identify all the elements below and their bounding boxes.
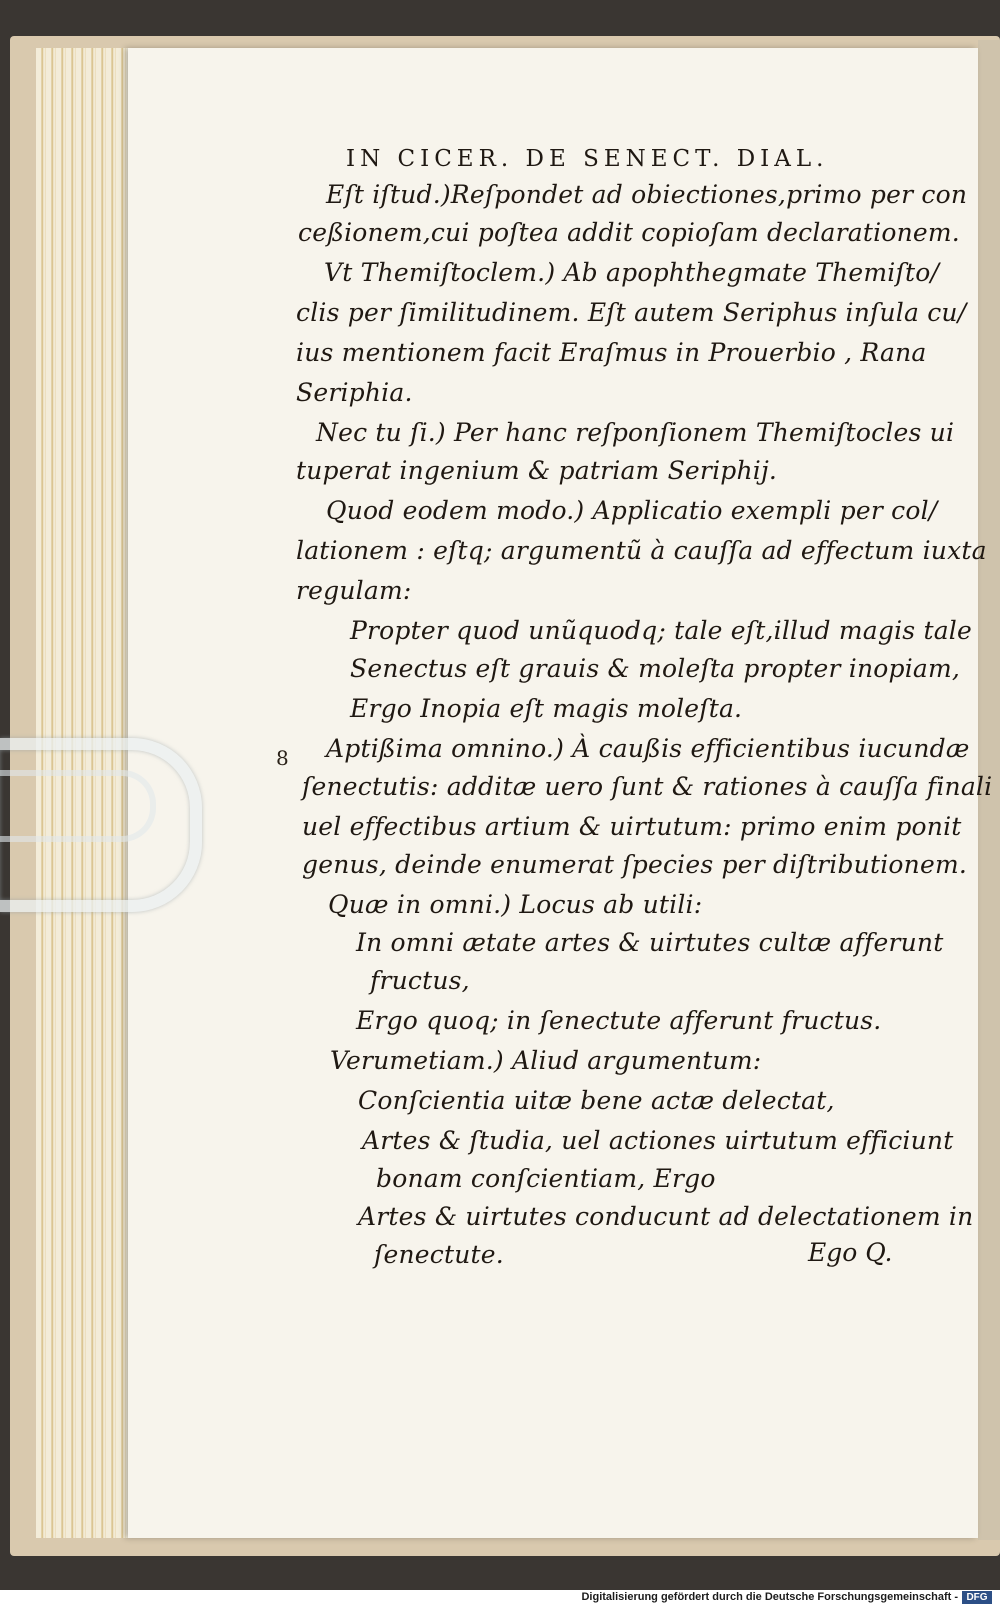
text-line: bonam conſcientiam, Ergo [376, 1164, 716, 1193]
catchword: Ego Q. [808, 1238, 893, 1267]
text-line: uel effectibus artium & uirtutum: primo enim ponit [302, 812, 962, 841]
text-line: Nec tu ſi.) Per hanc reſponſionem Themiſtocles ui [316, 418, 955, 447]
text-line: genus, deinde enumerat ſpecies per diſtributionem. [302, 850, 968, 879]
running-head: IN CICER. DE SENECT. DIAL. [346, 146, 829, 172]
text-line: Aptißima omnino.) À caußis efficientibus iucundæ [326, 734, 970, 763]
text-line: ſenectute. [374, 1240, 504, 1269]
text-line: ius mentionem facit Eraſmus in Prouerbio , Rana [296, 338, 927, 367]
text-line: Seriphia. [296, 378, 413, 407]
text-line: regulam: [296, 576, 412, 605]
text-line: In omni ætate artes & uirtutes cultæ afferunt [356, 928, 944, 957]
text-line: tuperat ingenium & patriam Seriphij. [296, 456, 778, 485]
text-line: fructus, [370, 966, 470, 995]
text-line: Vt Themiſtoclem.) Ab apophthegmate Themiſto/ [324, 258, 940, 287]
text-line: Quod eodem modo.) Applicatio exempli per col/ [326, 496, 938, 525]
text-line: ſenectutis: additæ uero ſunt & rationes à cauſſa finali [302, 772, 993, 801]
text-line: Senectus eſt grauis & moleſta propter inopiam, [350, 654, 961, 683]
text-line: clis per ſimilitudinem. Eſt autem Seriphus inſula cu/ [296, 298, 967, 327]
text-line: lationem : eſtq; argumentũ à cauſſa ad effectum iuxta [296, 536, 987, 565]
text-line: Ergo quoq; in ſenectute afferunt fructus. [356, 1006, 882, 1035]
text-line: ceßionem,cui poſtea addit copioſam declarationem. [298, 218, 960, 247]
text-line: Artes & uirtutes conducunt ad delectationem in [358, 1202, 974, 1231]
text-line: Artes & ſtudia, uel actiones uirtutum efficiunt [362, 1126, 954, 1155]
page-clip-inner [0, 770, 156, 842]
text-line: Verumetiam.) Aliud argumentum: [330, 1046, 762, 1075]
margin-number: 8 [276, 746, 289, 770]
text-line: Quæ in omni.) Locus ab utili: [328, 890, 703, 919]
dfg-logo-icon: DFG [962, 1591, 992, 1604]
text-line: Eſt iſtud.)Reſpondet ad obiectiones,primo per con [326, 180, 968, 209]
text-line: Conſcientia uitæ bene actæ delectat, [358, 1086, 835, 1115]
text-line: Propter quod unũquodq; tale eſt,illud magis tale [350, 616, 973, 645]
text-line: Ergo Inopia eſt magis moleſta. [350, 694, 743, 723]
funding-credit: Digitalisierung gefördert durch die Deutsche Forschungsgemeinschaft - [581, 1591, 958, 1603]
